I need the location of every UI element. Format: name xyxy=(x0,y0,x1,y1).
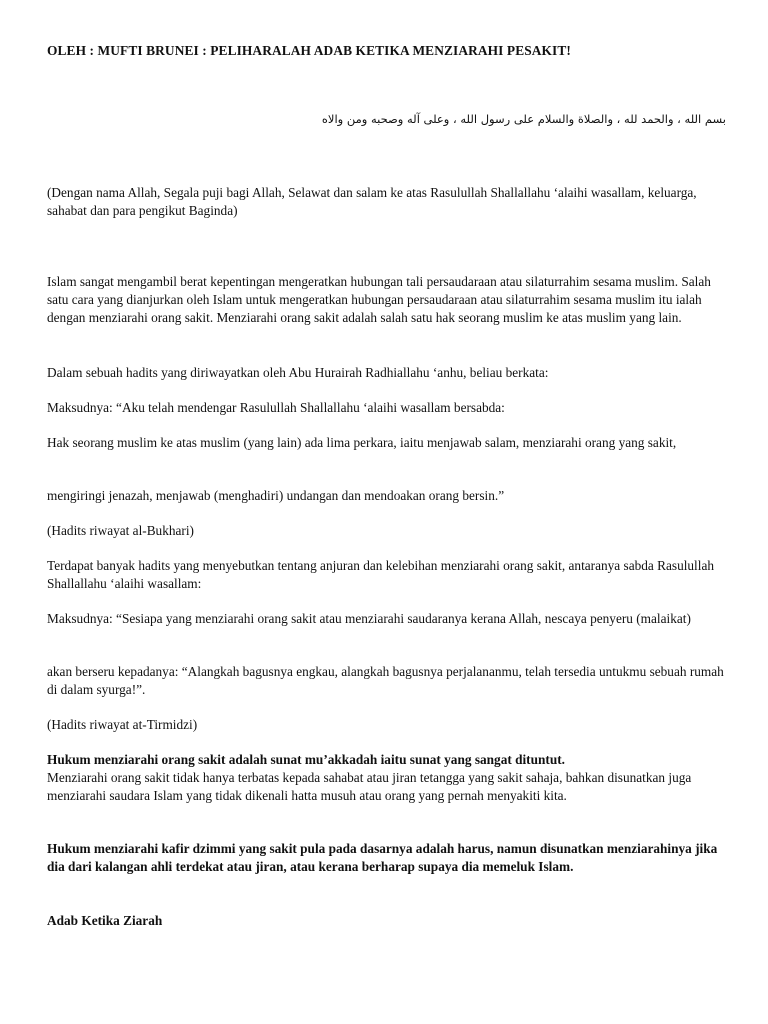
paragraph-ruling-kafir-dzimmi: Hukum menziarahi kafir dzimmi yang sakit pula pada dasarnya adalah harus, namun disunatkan menziarahinya jika dia dari kalangan ahli terdekat atau jiran, atau kerana berharap supaya dia memeluk Islam. xyxy=(47,841,718,874)
paragraph-hadith-meaning: Maksudnya: “Aku telah mendengar Rasulullah Shallallahu ‘alaihi wasallam bersabda: xyxy=(47,400,505,415)
ruling-sunat-heading: Hukum menziarahi orang sakit adalah sunat mu’akkadah iaitu sunat yang sangat dituntut. xyxy=(47,752,565,767)
paragraph-five-rights-cont: mengiringi jenazah, menjawab (menghadiri) undangan dan mendoakan orang bersin.” xyxy=(47,488,505,503)
paragraph-five-rights: Hak seorang muslim ke atas muslim (yang lain) ada lima perkara, iaitu menjawab salam, menziarahi orang yang sakit, xyxy=(47,435,677,450)
paragraph-opening-translation: (Dengan nama Allah, Segala puji bagi Allah, Selawat dan salam ke atas Rasulullah Shallallahu ‘alaihi wasallam, keluarga, sahabat dan para pengikut Baginda) xyxy=(47,185,697,218)
paragraph-hadith-intro: Dalam sebuah hadits yang diriwayatkan oleh Abu Hurairah Radhiallahu ‘anhu, beliau berkata: xyxy=(47,365,549,380)
paragraph-bukhari-source: (Hadits riwayat al-Bukhari) xyxy=(47,523,194,538)
arabic-opening: بسم الله ، والحمد لله ، والصلاة والسلام على رسول الله ، وعلى آله وصحبه ومن والاه xyxy=(321,112,726,126)
paragraph-meaning-visit: Maksudnya: “Sesiapa yang menziarahi orang sakit atau menziarahi saudaranya kerana Allah, nescaya penyeru (malaikat) xyxy=(47,611,691,626)
paragraph-introduction: Islam sangat mengambil berat kepentingan mengeratkan hubungan tali persaudaraan atau silaturrahim sesama muslim. Salah satu cara yang dianjurkan oleh Islam untuk mengeratkan hubungan persaudaraan atau silaturrahim sesama muslim itu ialah dengan menziarahi orang sakit. Menziarahi orang sakit adalah salah satu hak seorang muslim ke atas muslim yang lain. xyxy=(47,274,711,325)
paragraph-tirmidzi-source: (Hadits riwayat at-Tirmidzi) xyxy=(47,717,198,732)
ruling-sunat-text: Menziarahi orang sakit tidak hanya terbatas kepada sahabat atau jiran tetangga yang sakit sahaja, bahkan disunatkan juga menziarahi saudara Islam yang tidak dikenali hatta musuh atau orang yang pernah menyakiti kita. xyxy=(47,770,692,803)
paragraph-virtues: Terdapat banyak hadits yang menyebutkan tentang anjuran dan kelebihan menziarahi orang sakit, antaranya sabda Rasulullah Shallallahu ‘alaihi wasallam: xyxy=(47,558,714,591)
document-title: OLEH : MUFTI BRUNEI : PELIHARALAH ADAB KETIKA MENZIARAHI PESAKIT! xyxy=(47,43,571,58)
paragraph-meaning-visit-cont: akan berseru kepadanya: “Alangkah bagusnya engkau, alangkah bagusnya perjalananmu, telah tersedia untukmu sebuah rumah di dalam syurga!”. xyxy=(47,664,724,697)
paragraph-ruling-sunat xyxy=(47,751,733,805)
section-heading-adab: Adab Ketika Ziarah xyxy=(47,913,163,928)
